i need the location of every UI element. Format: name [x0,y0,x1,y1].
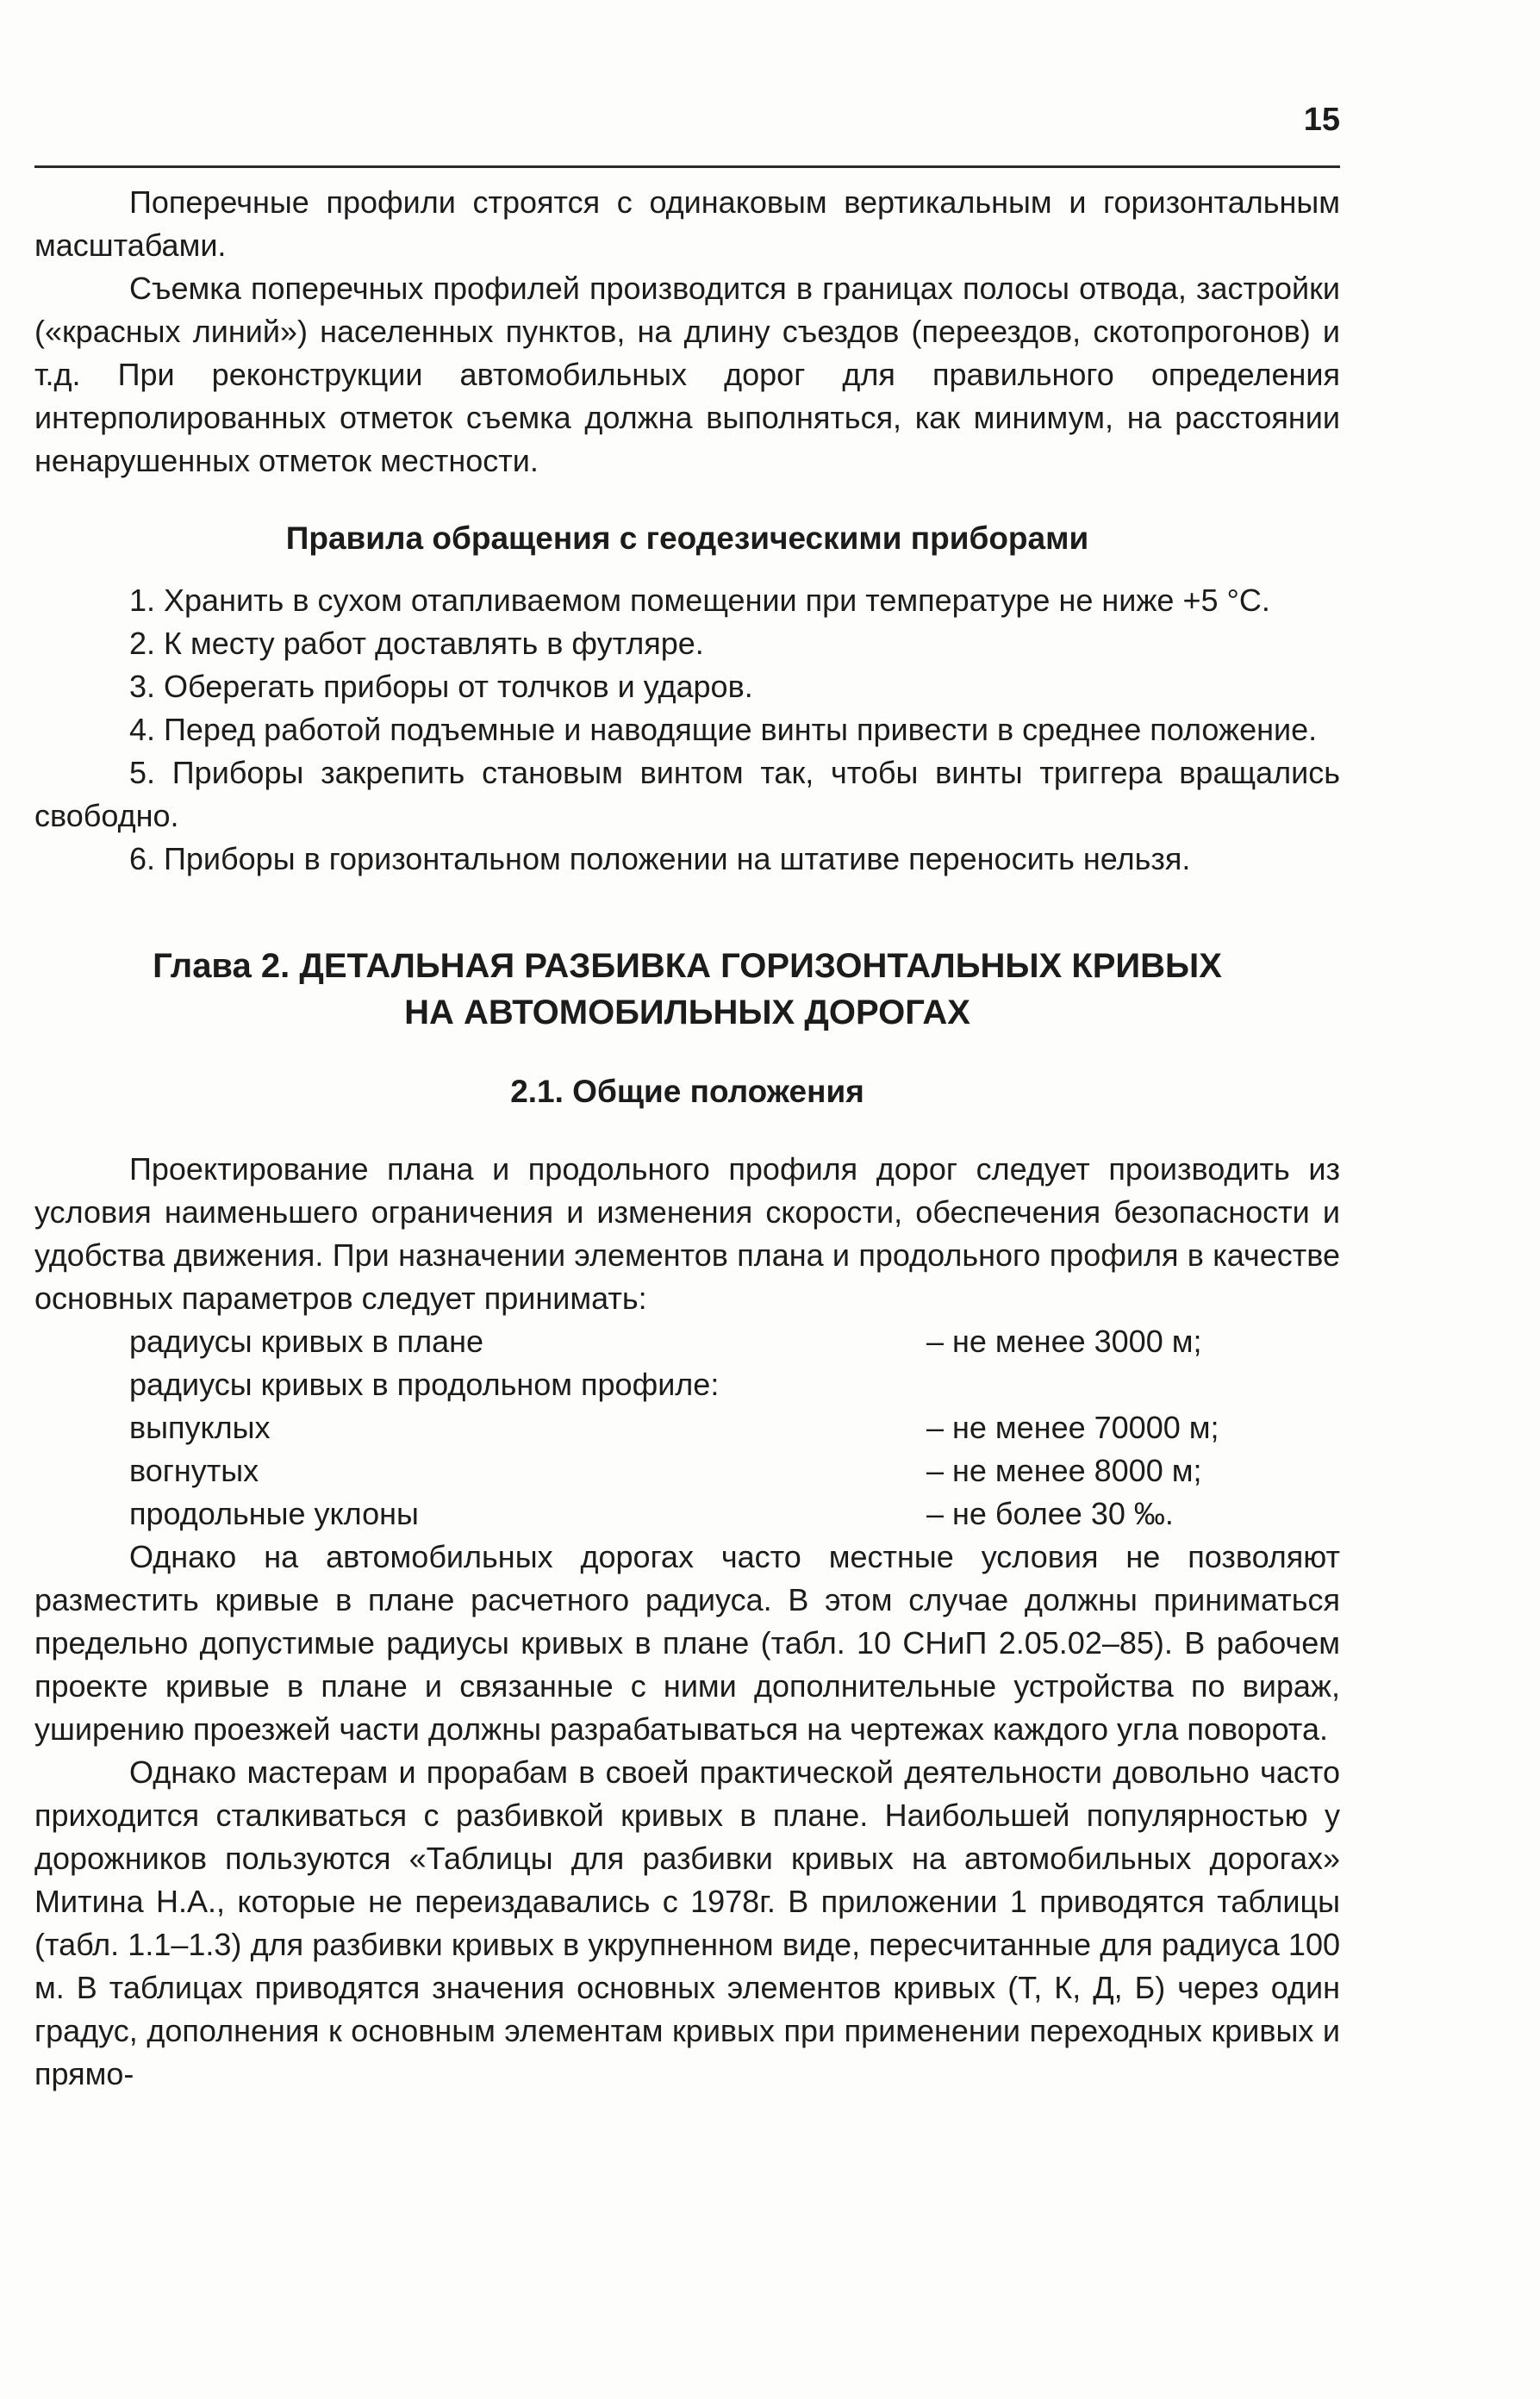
page-number: 15 [1303,102,1340,138]
page-body [34,181,1340,2096]
param-value: – не менее 70000 м; [926,1410,1219,1445]
param-row [34,1320,1340,1363]
rule-item-1: 1. Хранить в сухом отапливаемом помещении при температуре не ниже +5 °С. [129,583,1270,618]
rule-item-6: 6. Приборы в горизонтальном положении на штативе переносить нельзя. [129,841,1191,876]
param-value: – не менее 8000 м; [926,1453,1202,1488]
param-label: вогнутых [129,1453,259,1488]
intro-paragraph-2: Съемка поперечных профилей производится в границах полосы отвода, застройки («красных линий») населенных пунктов, на длину съездов (переездов, скотопрогонов) и т.д. При реконструкции автомобильных дорог для правильного определения интерполированных отметок съемка должна выполняться, как минимум, на расстоянии ненарушенных отметок местности. [34,271,1340,478]
section-paragraph-2: Однако на автомобильных дорогах часто местные условия не позволяют разместить кривые в плане расчетного радиуса. В этом случае должны приниматься предельно допустимые радиусы кривых в плане (табл. 10 СНиП 2.05.02–85). В рабочем проекте кривые в плане и связанные с ними дополнительные устройства по вираж, уширению проезжей части должны разрабатываться на чертежах каждого угла поворота. [34,1539,1340,1747]
chapter-title-line-1: Глава 2. ДЕТАЛЬНАЯ РАЗБИВКА ГОРИЗОНТАЛЬНЫХ КРИВЫХ [153,947,1222,985]
rule-item-5: 5. Приборы закрепить становым винтом так, чтобы винты триггера вращались свободно. [34,755,1340,833]
param-row [34,1449,1340,1492]
param-label: выпуклых [129,1410,271,1445]
rule-item-4: 4. Перед работой подъемные и наводящие винты привести в среднее положение. [129,712,1318,747]
section-paragraph-3: Однако мастерам и прорабам в своей практической деятельности довольно часто приходится сталкиваться с разбивкой кривых в плане. Наибольшей популярностью у дорожников пользуются «Таблицы для разбивки кривых на автомобильных дорогах» Митина Н.А., которые не переиздавались с 1978г. В приложении 1 приводятся таблицы (табл. 1.1–1.3) для разбивки кривых в укрупненном виде, пересчитанные для радиуса 100 м. В таблицах приводятся значения основных элементов кривых (Т, К, Д, Б) через один градус, дополнения к основным элементам кривых при применении переходных кривых и прямо- [34,1754,1340,2091]
rule-item-2: 2. К месту работ доставлять в футляре. [129,626,704,661]
param-label: радиусы кривых в плане [129,1324,484,1359]
chapter-title-line-2: НА АВТОМОБИЛЬНЫХ ДОРОГАХ [404,994,970,1031]
chapter-title [34,943,1340,1036]
param-row [34,1406,1340,1449]
param-row [34,1492,1340,1536]
param-row [34,1363,1340,1406]
rules-heading: Правила обращения с геодезическими приборами [285,520,1089,556]
param-value: – не более 30 ‰. [926,1496,1174,1531]
section-intro-paragraph: Проектирование плана и продольного профиля дорог следует производить из условия наименьшего ограничения и изменения скорости, обеспечения безопасности и удобства движения. При назначении элементов плана и продольного профиля в качестве основных параметров следует принимать: [34,1151,1340,1316]
header-rule [34,165,1340,168]
rule-item-3: 3. Оберегать приборы от толчков и ударов. [129,669,753,704]
param-value: – не менее 3000 м; [926,1324,1202,1359]
param-value [926,1363,1340,1406]
param-label: продольные уклоны [129,1496,419,1531]
param-label: радиусы кривых в продольном профиле: [129,1367,720,1402]
section-heading: 2.1. Общие положения [510,1074,864,1109]
intro-paragraph-1: Поперечные профили строятся с одинаковым вертикальным и горизонтальным масштабами. [34,184,1340,263]
